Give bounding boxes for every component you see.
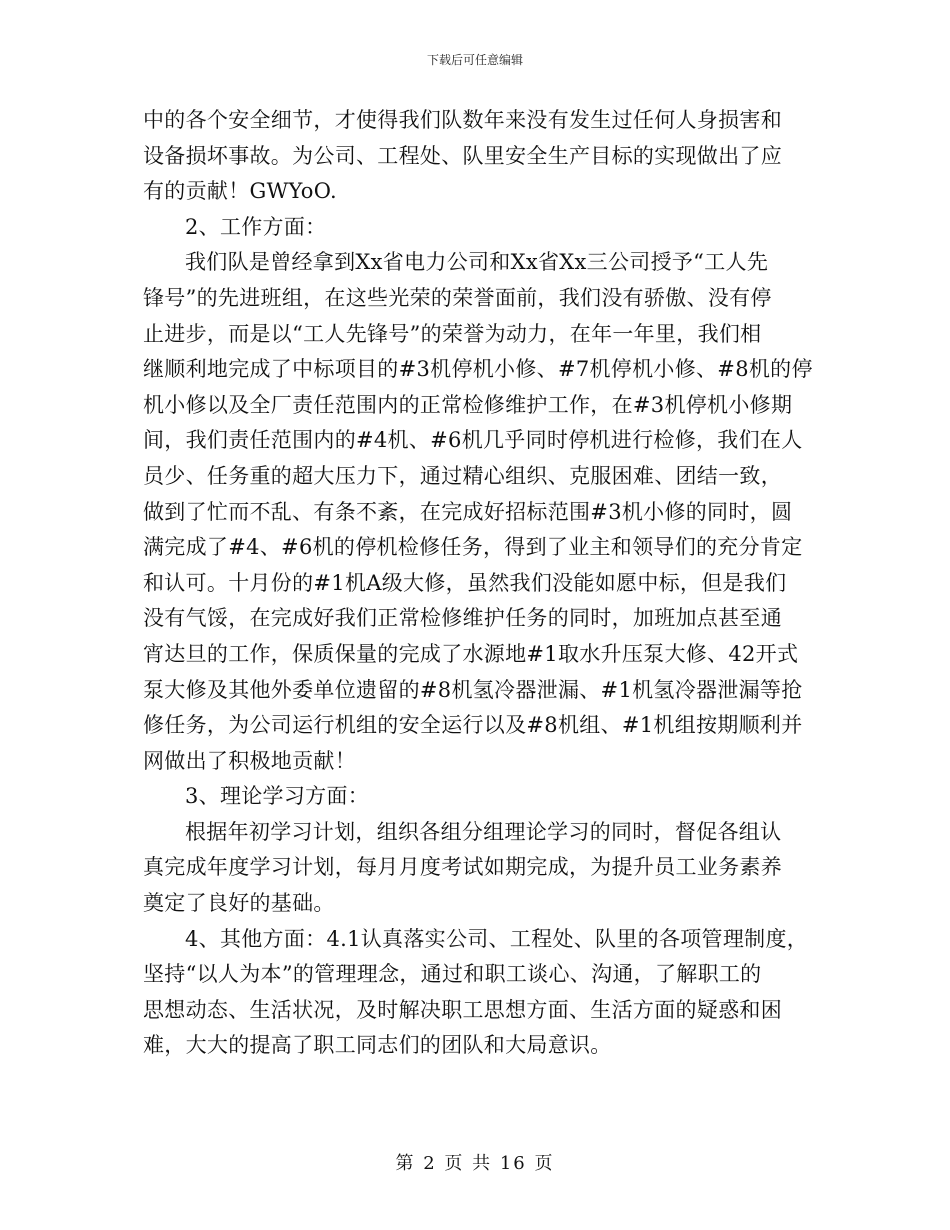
body-line: 间，我们责任范围内的#4机、#6机几乎同时停机进行检修，我们在人 [143, 428, 803, 453]
body-line: 难，大大的提高了职工同志们的团队和大局意识。 [143, 1033, 612, 1058]
page-number-footer: 第 2 页 共 16 页 [395, 1153, 555, 1174]
section-heading: 3、理论学习方面： [185, 784, 370, 809]
body-line: 真完成年度学习计划，每月月度考试如期完成，为提升员工业务素养 [143, 855, 782, 880]
body-line: 中的各个安全细节，才使得我们队数年来没有发生过任何人身损害和 [143, 108, 782, 132]
document-body [143, 103, 843, 1064]
body-line: 没有气馁，在完成好我们正常检修维护任务的同时，加班加点甚至通 [143, 606, 782, 631]
page-header: 下载后可任意编辑 [426, 53, 523, 67]
body-line: 坚持“以人为本”的管理理念，通过和职工谈心、沟通，了解职工的 [143, 962, 762, 987]
section-heading: 2、工作方面： [185, 214, 327, 239]
body-line: 根据年初学习计划，组织各组分组理论学习的同时，督促各组认 [185, 819, 782, 844]
body-line: 奠定了良好的基础。 [143, 891, 335, 916]
body-line: 做到了忙而不乱、有条不紊，在完成好招标范围#3机小修的同时，圆 [143, 499, 793, 524]
body-line: 设备损坏事故。为公司、工程处、队里安全生产目标的实现做出了应 [143, 143, 782, 168]
body-line: 修任务，为公司运行机组的安全运行以及#8机组、#1机组按期顺利并 [143, 713, 803, 738]
body-line: 锋号”的先进班组，在这些光荣的荣誉面前，我们没有骄傲、没有停 [143, 285, 772, 310]
body-line: 泵大修及其他外委单位遗留的#8机氢冷器泄漏、#1机氢冷器泄漏等抢 [143, 677, 803, 702]
section-heading: 4、其他方面：4.1认真落实公司、工程处、队里的各项管理制度， [185, 926, 809, 951]
body-line: 有的贡献！GWYoO. [143, 179, 338, 204]
body-line: 思想动态、生活状况，及时解决职工思想方面、生活方面的疑惑和困 [143, 997, 782, 1022]
body-line: 继顺利地完成了中标项目的#3机停机小修、#7机停机小修、#8机的停 [143, 357, 813, 382]
body-line: 网做出了积极地贡献！ [143, 748, 356, 773]
body-line: 止进步，而是以“工人先锋号”的荣誉为动力，在年一年里，我们相 [143, 321, 762, 346]
body-line: 宵达旦的工作，保质保量的完成了水源地#1取水升压泵大修、42开式 [143, 641, 799, 666]
body-line: 机小修以及全厂责任范围内的正常检修维护工作，在#3机停机小修期 [143, 392, 793, 417]
body-line: 我们队是曾经拿到Xx省电力公司和Xx省Xx三公司授予“工人先 [185, 250, 769, 275]
body-line: 和认可。十月份的#1机A级大修，虽然我们没能如愿中标，但是我们 [143, 570, 787, 595]
body-line: 满完成了#4、#6机的停机检修任务，得到了业主和领导们的充分肯定 [143, 535, 803, 560]
body-line: 员少、任务重的超大压力下，通过精心组织、克服困难、团结一致， [143, 463, 782, 488]
